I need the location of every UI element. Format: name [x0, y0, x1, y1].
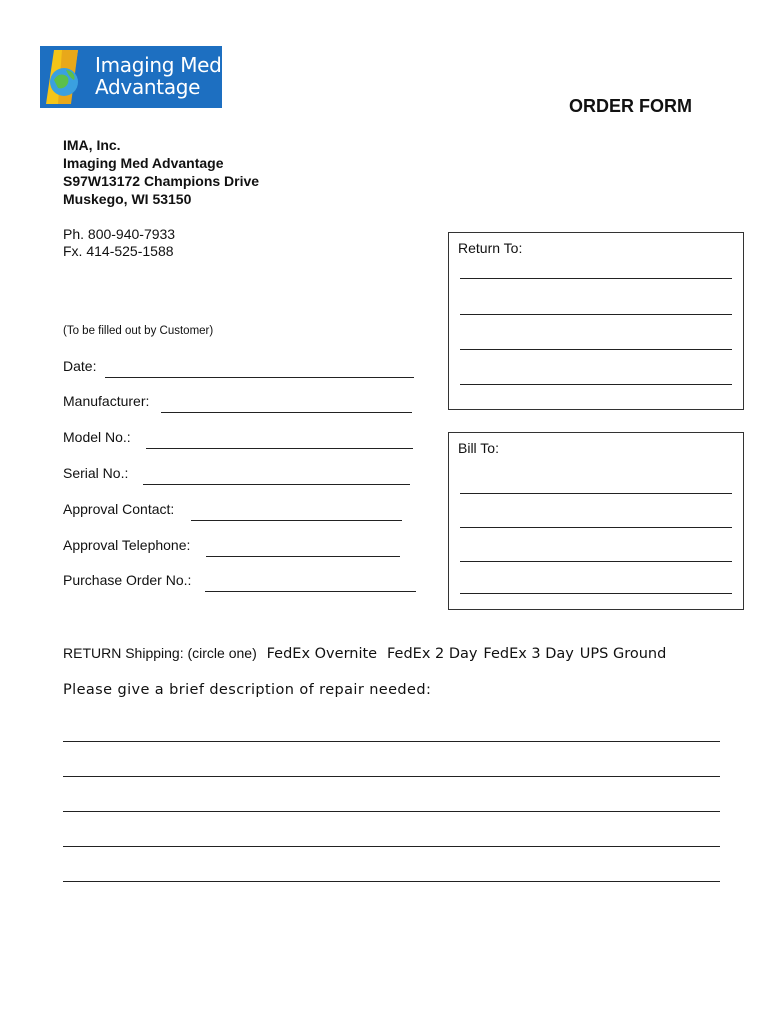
serial-input-line[interactable] [143, 484, 410, 485]
shipping-selection [63, 645, 666, 662]
bill-to-line[interactable] [460, 593, 732, 594]
bill-to-line[interactable] [460, 561, 732, 562]
serial-field [63, 465, 128, 485]
repair-description-line[interactable] [63, 776, 720, 777]
company-fax: Fx. 414-525-1588 [63, 243, 174, 259]
company-name: IMA, Inc. [63, 137, 121, 153]
date-label: Date: [63, 358, 97, 374]
logo-text-line1: Imaging Med [95, 53, 222, 77]
company-dba: Imaging Med Advantage [63, 155, 224, 171]
shipping-label: RETURN Shipping: (circle one) [63, 645, 257, 661]
shipping-option-fedex-2-day[interactable]: FedEx 2 Day [387, 646, 478, 662]
company-address [63, 136, 259, 208]
customer-note: (To be filled out by Customer) [63, 325, 214, 337]
shipping-option-fedex-overnite[interactable]: FedEx Overnite [266, 646, 378, 662]
return-to-label: Return To: [458, 240, 523, 256]
repair-description-line[interactable] [63, 741, 720, 742]
date-input-line[interactable] [105, 377, 414, 378]
bill-to-box [448, 432, 744, 610]
logo-emblem-icon [40, 46, 100, 108]
company-city: Muskego, WI 53150 [63, 191, 192, 207]
serial-label: Serial No.: [63, 465, 129, 481]
repair-description-line[interactable] [63, 846, 720, 847]
purchase-order-field [63, 572, 191, 592]
bill-to-label: Bill To: [458, 440, 499, 456]
company-contact [63, 226, 175, 260]
bill-to-line[interactable] [460, 493, 732, 494]
return-to-box [448, 232, 744, 410]
purchase-order-label: Purchase Order No.: [63, 572, 192, 588]
approval-contact-label: Approval Contact: [63, 501, 175, 517]
model-input-line[interactable] [146, 448, 413, 449]
return-to-line[interactable] [460, 278, 732, 279]
approval-telephone-label: Approval Telephone: [63, 537, 191, 553]
repair-description-line[interactable] [63, 881, 720, 882]
manufacturer-label: Manufacturer: [63, 393, 150, 409]
repair-description-line[interactable] [63, 811, 720, 812]
repair-description-label: Please give a brief description of repair needed: [63, 682, 432, 698]
page-title: ORDER FORM [569, 96, 692, 116]
model-field [63, 429, 131, 449]
approval-contact-input-line[interactable] [191, 520, 402, 521]
shipping-option-ups-ground[interactable]: UPS Ground [579, 646, 667, 662]
return-to-line[interactable] [460, 314, 732, 315]
manufacturer-input-line[interactable] [161, 412, 412, 413]
company-street: S97W13172 Champions Drive [63, 173, 260, 189]
return-to-line[interactable] [460, 349, 732, 350]
company-phone: Ph. 800-940-7933 [63, 226, 176, 242]
bill-to-line[interactable] [460, 527, 732, 528]
company-logo [40, 46, 222, 108]
approval-contact-field [63, 501, 174, 521]
approval-telephone-field [63, 537, 190, 557]
model-label: Model No.: [63, 429, 131, 445]
purchase-order-input-line[interactable] [205, 591, 416, 592]
shipping-option-fedex-3-day[interactable]: FedEx 3 Day [483, 646, 574, 662]
date-field [63, 358, 96, 378]
approval-telephone-input-line[interactable] [206, 556, 400, 557]
manufacturer-field [63, 393, 149, 413]
return-to-line[interactable] [460, 384, 732, 385]
logo-text-line2: Advantage [95, 75, 201, 99]
